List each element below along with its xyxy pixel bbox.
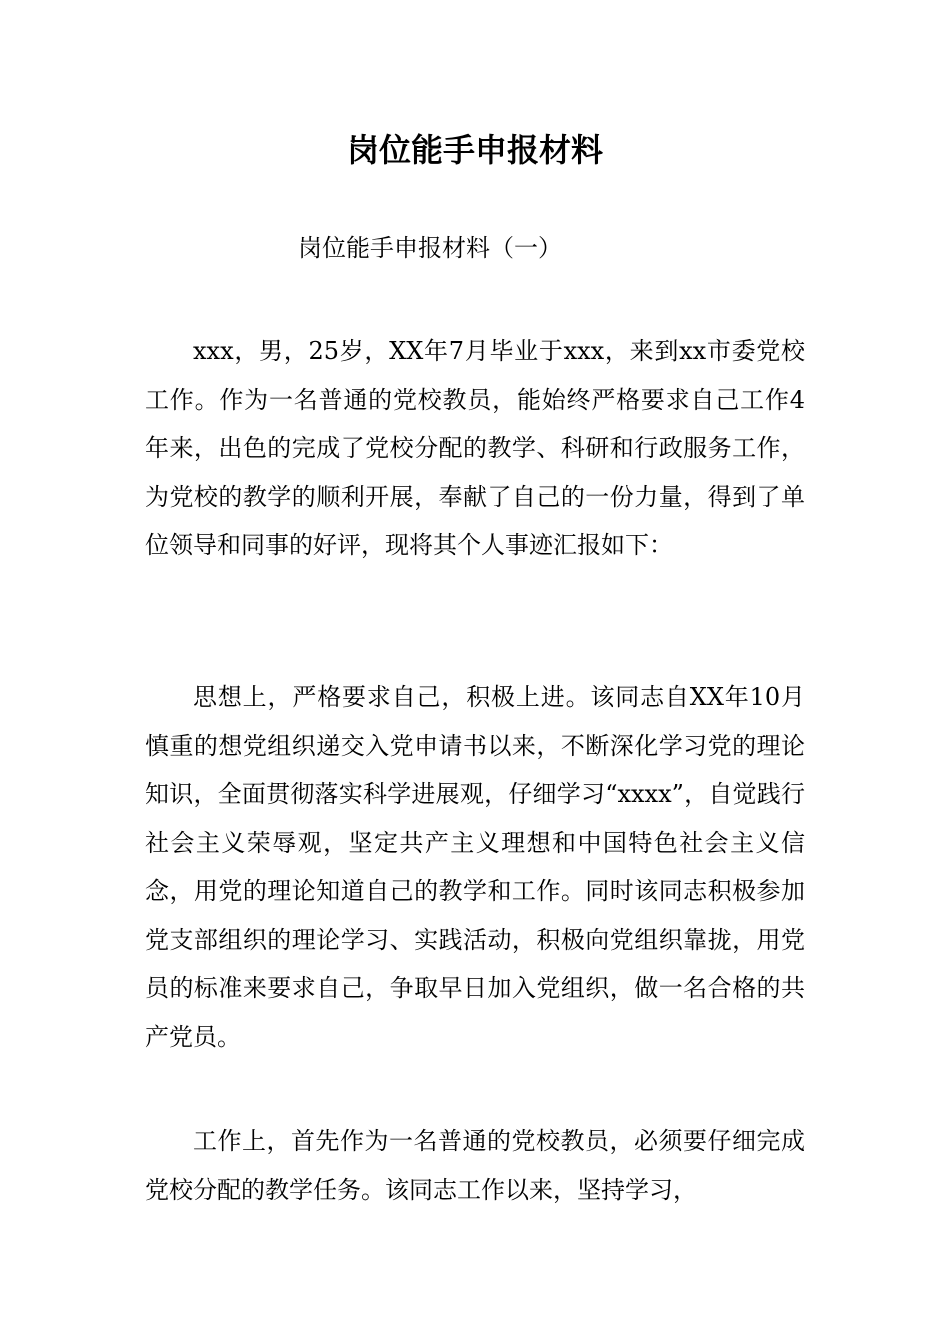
document-title: 岗位能手申报材料: [346, 131, 603, 169]
paragraph-introduction: xxx，男，25岁，XX年7月毕业于xxx，来到xx市委党校工作。作为一名普通的党校教员，能始终严格要求自己工作4年来，出色的完成了党校分配的教学、科研和行政服务工作，为党校的教学的顺利开展，奉献了自己的一份力量，得到了单位领导和同事的好评，现将其个人事迹汇报如下：: [145, 337, 805, 559]
paragraph-ideology: 思想上，严格要求自己，积极上进。该同志自XX年10月慎重的想党组织递交入党申请书以来，不断深化学习党的理论知识，全面贯彻落实科学进展观，仔细学习“xxxx”，自觉践行社会主义荣辱观，坚定共产主义理想和中国特色社会主义信念，用党的理论知道自己的教学和工作。同时该同志积极参加党支部组织的理论学习、实践活动，积极向党组织靠拢，用党员的标准来要求自己，争取早日加入党组织，做一名合格的共产党员。: [145, 683, 805, 1051]
document-subtitle: 岗位能手申报材料（一）: [298, 234, 562, 262]
paragraph-work: 工作上，首先作为一名普通的党校教员，必须要仔细完成党校分配的教学任务。该同志工作以来，坚持学习，: [145, 1127, 805, 1204]
